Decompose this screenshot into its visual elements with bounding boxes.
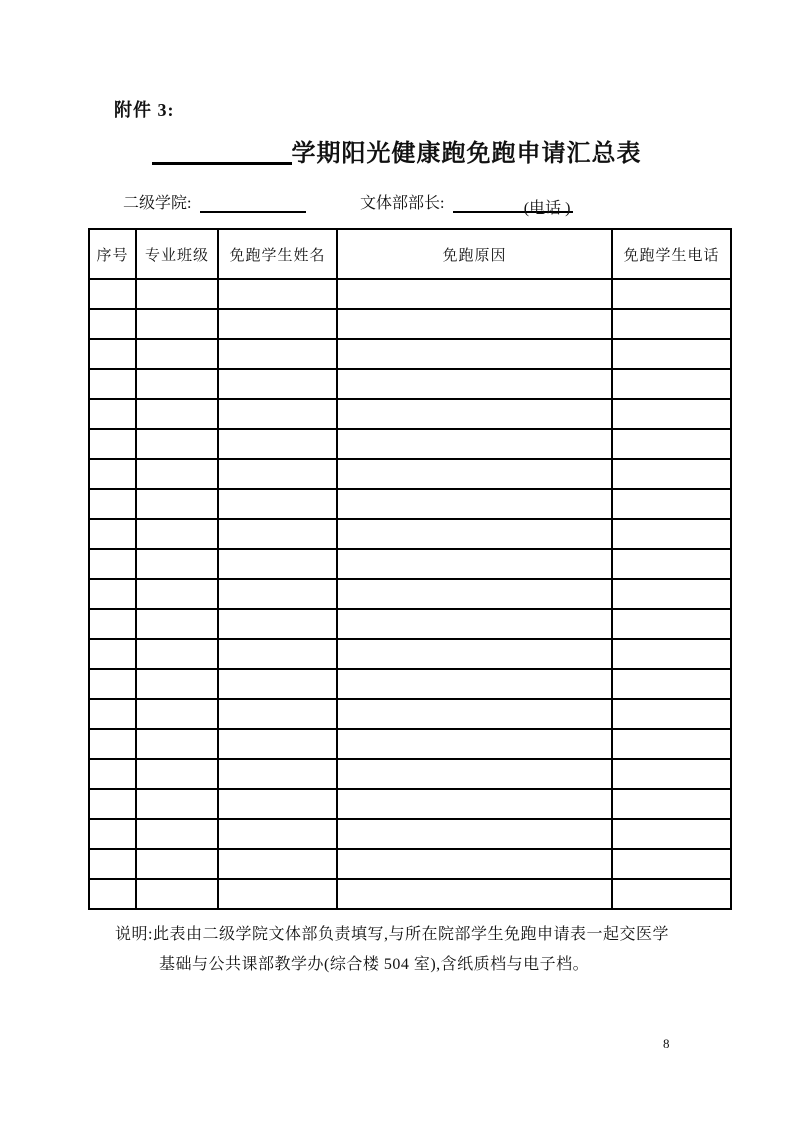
column-header-4: 免跑原因 [337, 229, 612, 279]
empty-cell [89, 879, 136, 909]
empty-cell [612, 699, 731, 729]
column-header-1: 序号 [89, 229, 136, 279]
empty-cell [136, 789, 218, 819]
empty-cell [136, 369, 218, 399]
empty-cell [218, 849, 337, 879]
empty-cell [218, 879, 337, 909]
empty-cell [89, 849, 136, 879]
table-row [89, 669, 731, 699]
empty-cell [89, 549, 136, 579]
empty-cell [612, 759, 731, 789]
table-row [89, 369, 731, 399]
empty-cell [136, 879, 218, 909]
table-row [89, 399, 731, 429]
empty-cell [218, 789, 337, 819]
empty-cell [337, 459, 612, 489]
college-label: 二级学院: [123, 195, 192, 212]
empty-cell [89, 609, 136, 639]
note-line-2: 基础与公共课部教学办(综合楼 504 室),含纸质档与电子档。 [159, 956, 590, 973]
empty-cell [337, 489, 612, 519]
table-row [89, 639, 731, 669]
empty-cell [136, 519, 218, 549]
table-row [89, 429, 731, 459]
empty-cell [89, 369, 136, 399]
empty-cell [337, 879, 612, 909]
empty-cell [136, 609, 218, 639]
title-text: 学期阳光健康跑免跑申请汇总表 [291, 140, 642, 167]
empty-cell [612, 489, 731, 519]
empty-cell [612, 309, 731, 339]
empty-cell [136, 639, 218, 669]
empty-cell [218, 549, 337, 579]
empty-cell [89, 729, 136, 759]
empty-cell [337, 819, 612, 849]
director-blank-line [453, 195, 573, 217]
empty-cell [89, 489, 136, 519]
empty-cell [218, 459, 337, 489]
empty-cell [89, 429, 136, 459]
empty-cell [136, 489, 218, 519]
empty-cell [136, 819, 218, 849]
table-row [89, 549, 731, 579]
empty-cell [612, 789, 731, 819]
empty-cell [337, 279, 612, 309]
empty-cell [612, 669, 731, 699]
empty-cell [89, 339, 136, 369]
exemption-summary-table [88, 228, 732, 910]
empty-cell [612, 339, 731, 369]
table-row [89, 789, 731, 819]
empty-cell [136, 279, 218, 309]
empty-cell [612, 549, 731, 579]
empty-cell [136, 339, 218, 369]
table-row [89, 489, 731, 519]
empty-cell [218, 339, 337, 369]
empty-cell [89, 279, 136, 309]
empty-cell [337, 789, 612, 819]
document-title [0, 133, 793, 168]
table-row [89, 279, 731, 309]
empty-cell [89, 639, 136, 669]
empty-cell [89, 399, 136, 429]
field-director [360, 190, 573, 217]
table-row [89, 759, 731, 789]
empty-cell [337, 579, 612, 609]
column-header-2: 专业班级 [136, 229, 218, 279]
empty-cell [612, 849, 731, 879]
empty-cell [337, 639, 612, 669]
empty-cell [218, 699, 337, 729]
attachment-label: 附件 3: [114, 100, 175, 120]
empty-cell [218, 669, 337, 699]
instructions-note [115, 920, 695, 980]
empty-cell [218, 279, 337, 309]
empty-cell [612, 879, 731, 909]
empty-cell [218, 399, 337, 429]
empty-cell [612, 369, 731, 399]
empty-cell [337, 609, 612, 639]
empty-cell [337, 849, 612, 879]
table-row [89, 609, 731, 639]
empty-cell [612, 519, 731, 549]
director-label: 文体部部长: [360, 195, 445, 212]
empty-cell [612, 279, 731, 309]
empty-cell [136, 849, 218, 879]
empty-cell [337, 309, 612, 339]
empty-cell [136, 729, 218, 759]
empty-cell [337, 759, 612, 789]
empty-cell [337, 369, 612, 399]
empty-cell [218, 759, 337, 789]
empty-cell [612, 459, 731, 489]
empty-cell [218, 309, 337, 339]
column-header-3: 免跑学生姓名 [218, 229, 337, 279]
column-header-5: 免跑学生电话 [612, 229, 731, 279]
college-blank-line [200, 195, 306, 213]
empty-cell [337, 669, 612, 699]
empty-cell [612, 399, 731, 429]
empty-cell [337, 549, 612, 579]
empty-cell [89, 309, 136, 339]
empty-cell [89, 819, 136, 849]
empty-cell [612, 609, 731, 639]
empty-cell [337, 399, 612, 429]
table-row [89, 579, 731, 609]
empty-cell [89, 759, 136, 789]
empty-cell [218, 369, 337, 399]
table-row [89, 519, 731, 549]
table-row [89, 849, 731, 879]
table-row [89, 339, 731, 369]
empty-cell [612, 729, 731, 759]
empty-cell [136, 429, 218, 459]
table-row [89, 819, 731, 849]
empty-cell [218, 609, 337, 639]
empty-cell [218, 489, 337, 519]
empty-cell [218, 639, 337, 669]
page-number: 8 [663, 1036, 670, 1051]
empty-cell [612, 639, 731, 669]
empty-cell [337, 519, 612, 549]
empty-cell [136, 699, 218, 729]
table-row [89, 459, 731, 489]
field-college [123, 190, 306, 213]
empty-cell [89, 699, 136, 729]
table-row [89, 699, 731, 729]
empty-cell [89, 579, 136, 609]
title-blank-underline [152, 152, 292, 165]
empty-cell [218, 579, 337, 609]
empty-cell [136, 459, 218, 489]
empty-cell [89, 519, 136, 549]
empty-cell [612, 429, 731, 459]
empty-cell [89, 459, 136, 489]
empty-cell [89, 789, 136, 819]
empty-cell [337, 429, 612, 459]
empty-cell [136, 759, 218, 789]
empty-cell [218, 819, 337, 849]
note-line-1: 说明:此表由二级学院文体部负责填写,与所在院部学生免跑申请表一起交医学 [115, 926, 669, 943]
empty-cell [218, 729, 337, 759]
empty-cell [337, 729, 612, 759]
table-row [89, 729, 731, 759]
empty-cell [218, 429, 337, 459]
empty-cell [136, 669, 218, 699]
empty-cell [218, 519, 337, 549]
empty-cell [136, 549, 218, 579]
empty-cell [612, 579, 731, 609]
table-body [89, 279, 731, 909]
empty-cell [612, 819, 731, 849]
empty-cell [337, 699, 612, 729]
table-row [89, 879, 731, 909]
table-header-row [89, 229, 731, 279]
empty-cell [89, 669, 136, 699]
empty-cell [136, 309, 218, 339]
empty-cell [136, 579, 218, 609]
empty-cell [337, 339, 612, 369]
empty-cell [136, 399, 218, 429]
table-row [89, 309, 731, 339]
phone-hint: (电话 ) [523, 200, 571, 217]
